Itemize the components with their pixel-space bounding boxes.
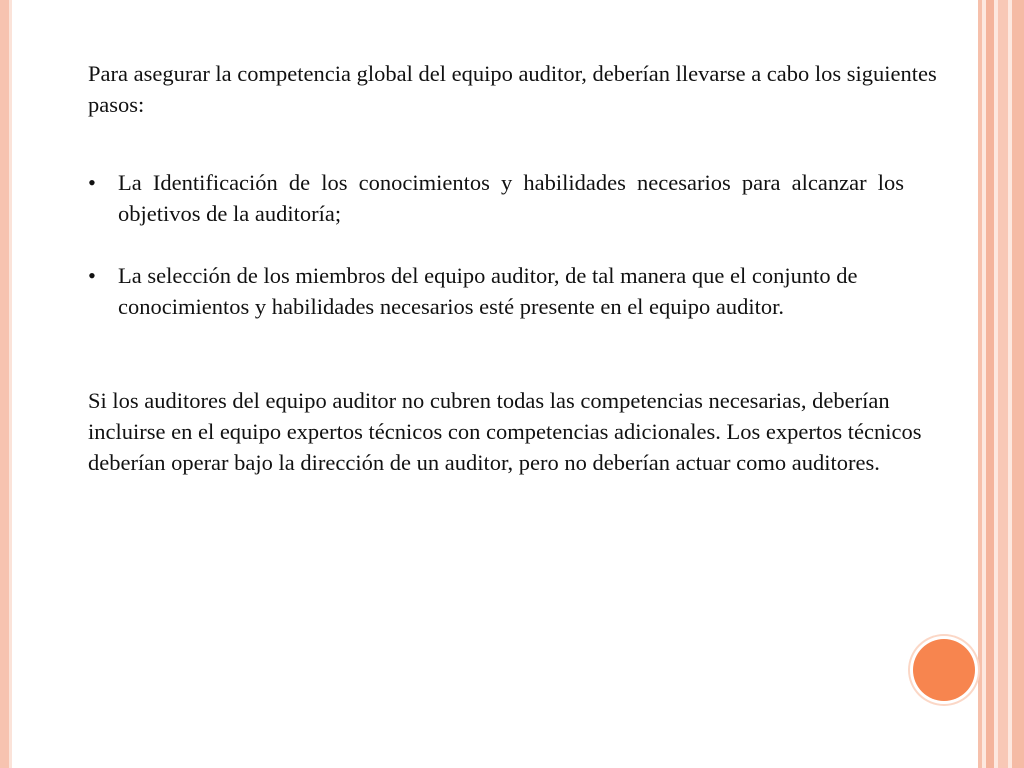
bullet-icon: • [88,170,96,195]
right-border-stripe [986,0,994,768]
left-border-stripe [0,0,9,768]
right-border-stripe [998,0,1008,768]
bullet-icon: • [88,263,96,288]
closing-paragraph: Si los auditores del equipo auditor no cubren todas las competencias necesarias, deberían incluirse en el equipo expertos técnicos con competencias adicionales. Los expertos técnicos deberían operar bajo la dirección de un auditor, pero no deberían actuar como auditores. [88,388,922,475]
intro-paragraph: Para asegurar la competencia global del equipo auditor, deberían llevarse a cabo los siguientes pasos: [88,61,937,117]
list-item [88,260,958,322]
decorative-circle-icon [913,639,975,701]
list-item-text: La Identificación de los conocimientos y habilidades necesarios para alcanzar los objetivos de la auditoría; [118,170,904,226]
right-border-stripe [1012,0,1024,768]
left-border-stripe-light [9,0,12,768]
list-item [88,167,958,229]
list-item-text: La selección de los miembros del equipo auditor, de tal manera que el conjunto de conocimientos y habilidades necesarios esté presente en el equipo auditor. [118,263,858,319]
steps-list [88,167,958,322]
slide-body [88,58,958,478]
